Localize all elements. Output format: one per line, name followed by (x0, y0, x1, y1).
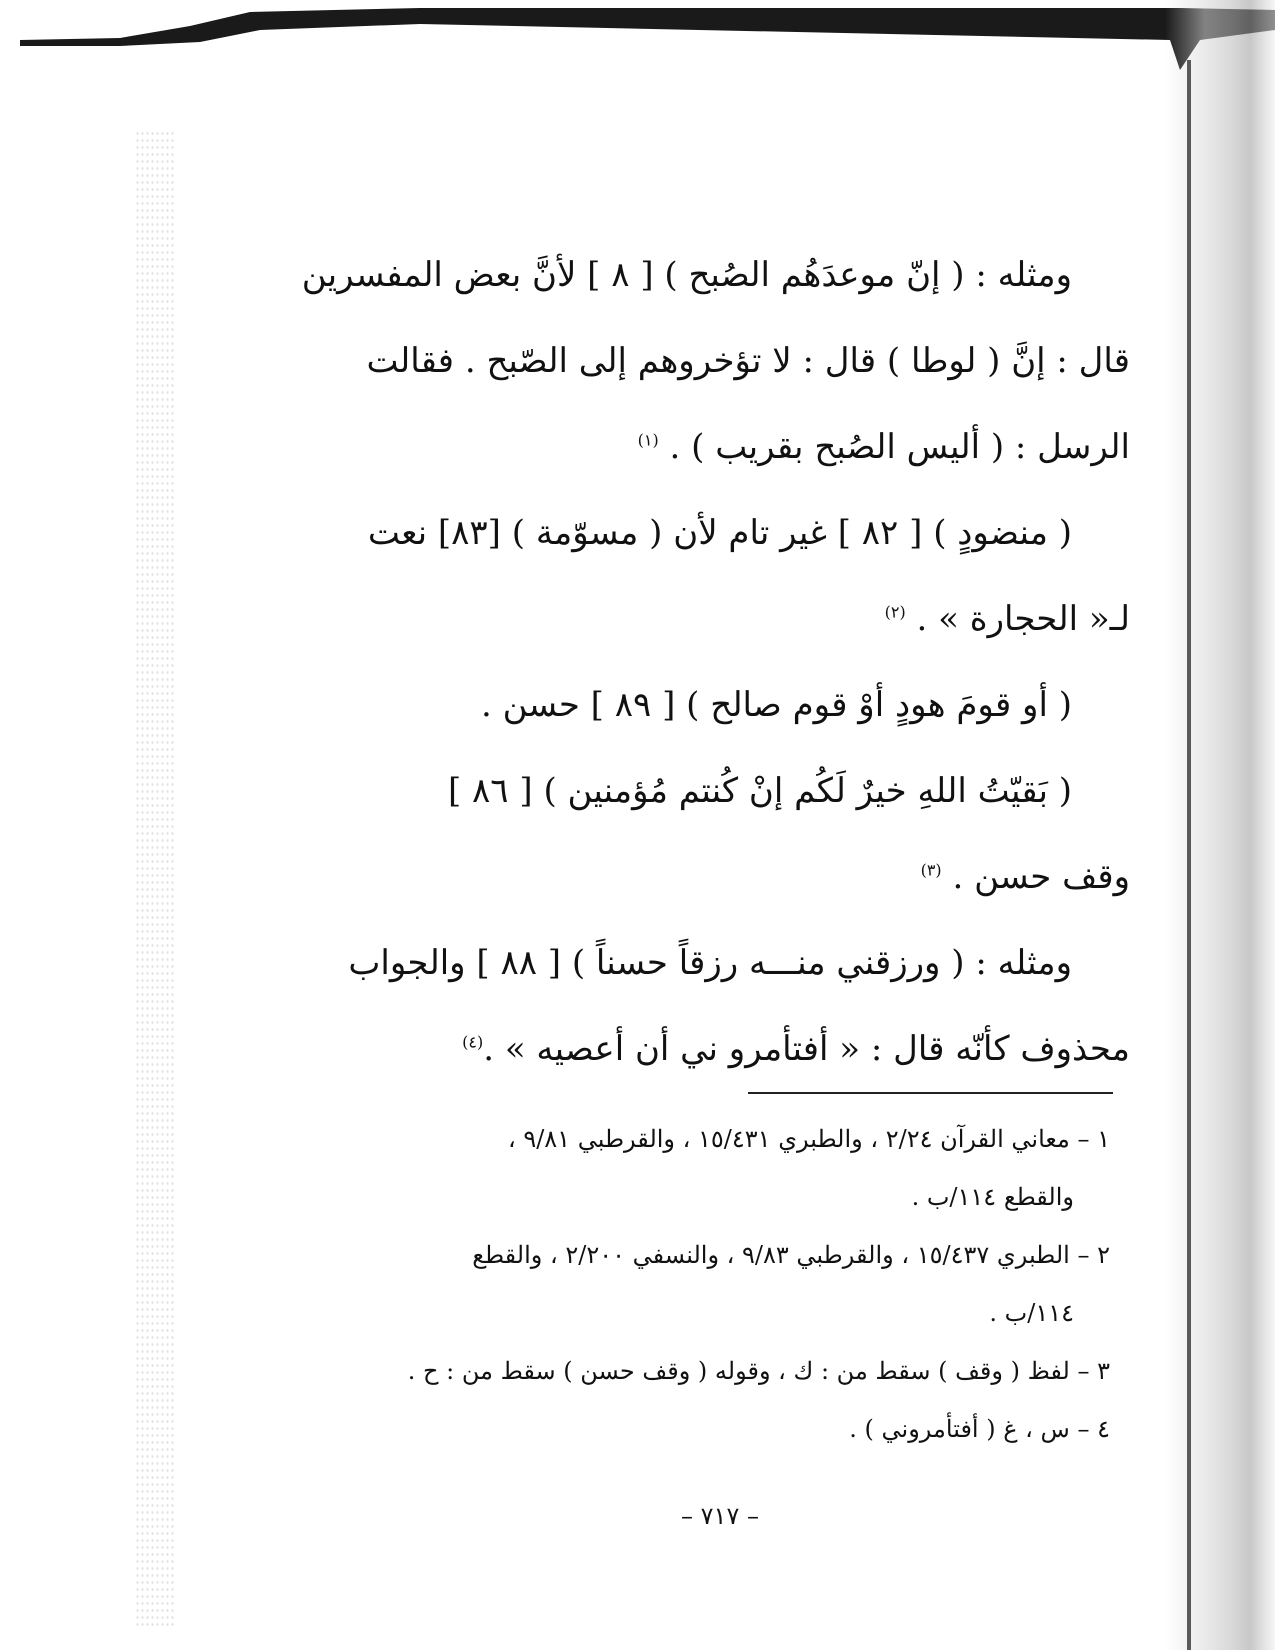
scan-gutter-noise (135, 130, 175, 1630)
scan-binding-line (1187, 60, 1191, 1650)
scan-right-edge (1165, 0, 1275, 1650)
text-line: لـ« الحجارة » . $^{(٢)}$ (884, 599, 1130, 639)
text-line: ( منضودٍ ) [ ٨٢ ] غير تام لأن ( مسوّمة ) [٨٣] نعت (367, 513, 1072, 553)
page-number: – ٧١٧ – (681, 1502, 759, 1530)
footnote-ref[interactable]: (٣) (920, 860, 942, 880)
footnote-line: ١ – معاني القرآن ٢/٢٤ ، والطبري ١٥/٤٣١ ، والقرطبي ٩/٨١ ، (507, 1125, 1110, 1153)
footnote-line: ٢ – الطبري ١٥/٤٣٧ ، والقرطبي ٩/٨٣ ، والنسفي ٢/٢٠٠ ، والقطع (472, 1241, 1110, 1269)
footnote-ref[interactable]: (٤) (462, 1032, 484, 1052)
text-line: ومثله : ( إنّ موعدَهُم الصُبح ) [ ٨ ] لأنَّ بعض المفسرين (301, 255, 1072, 295)
footnote-divider (748, 1092, 1113, 1094)
text-line: الرسل : ( أليس الصُبح بقريب ) . $^{(١)}$ (637, 427, 1130, 467)
text-line: ( أو قومَ هودٍ أوْ قوم صالح ) [ ٨٩ ] حسن . (481, 685, 1072, 725)
text-line: محذوف كأنّه قال : « أفتأمرو ني أن أعصيه » .$^{(٤)}$ (462, 1029, 1130, 1069)
footnote-ref[interactable]: (٢) (884, 602, 906, 622)
footnote-line: والقطع ١١٤/ب . (911, 1183, 1074, 1211)
footnote-line: ٣ – لفظ ( وقف ) سقط من : ك ، وقوله ( وقف حسن ) سقط من : ح . (407, 1357, 1110, 1385)
text-line: قال : إنَّ ( لوطا ) قال : لا تؤخروهم إلى الصّبح . فقالت (366, 341, 1130, 381)
main-text (301, 232, 1130, 1092)
footnote-ref[interactable]: (١) (637, 430, 659, 450)
footnotes (330, 1110, 1110, 1458)
footnote-line: ٤ – س ، غ ( أفتأمروني ) . (849, 1415, 1110, 1443)
footnote-line: ١١٤/ب . (989, 1299, 1074, 1327)
scan-top-edge (0, 0, 1275, 70)
text-line: وقف حسن . $^{(٣)}$ (920, 857, 1130, 897)
text-line: ومثله : ( ورزقني منـــه رزقاً حسناً ) [ ٨٨ ] والجواب (348, 943, 1072, 983)
text-line: ( بَقيّتُ اللهِ خيرٌ لَكُم إنْ كُنتم مُؤمنين ) [ ٨٦ ] (447, 771, 1072, 811)
